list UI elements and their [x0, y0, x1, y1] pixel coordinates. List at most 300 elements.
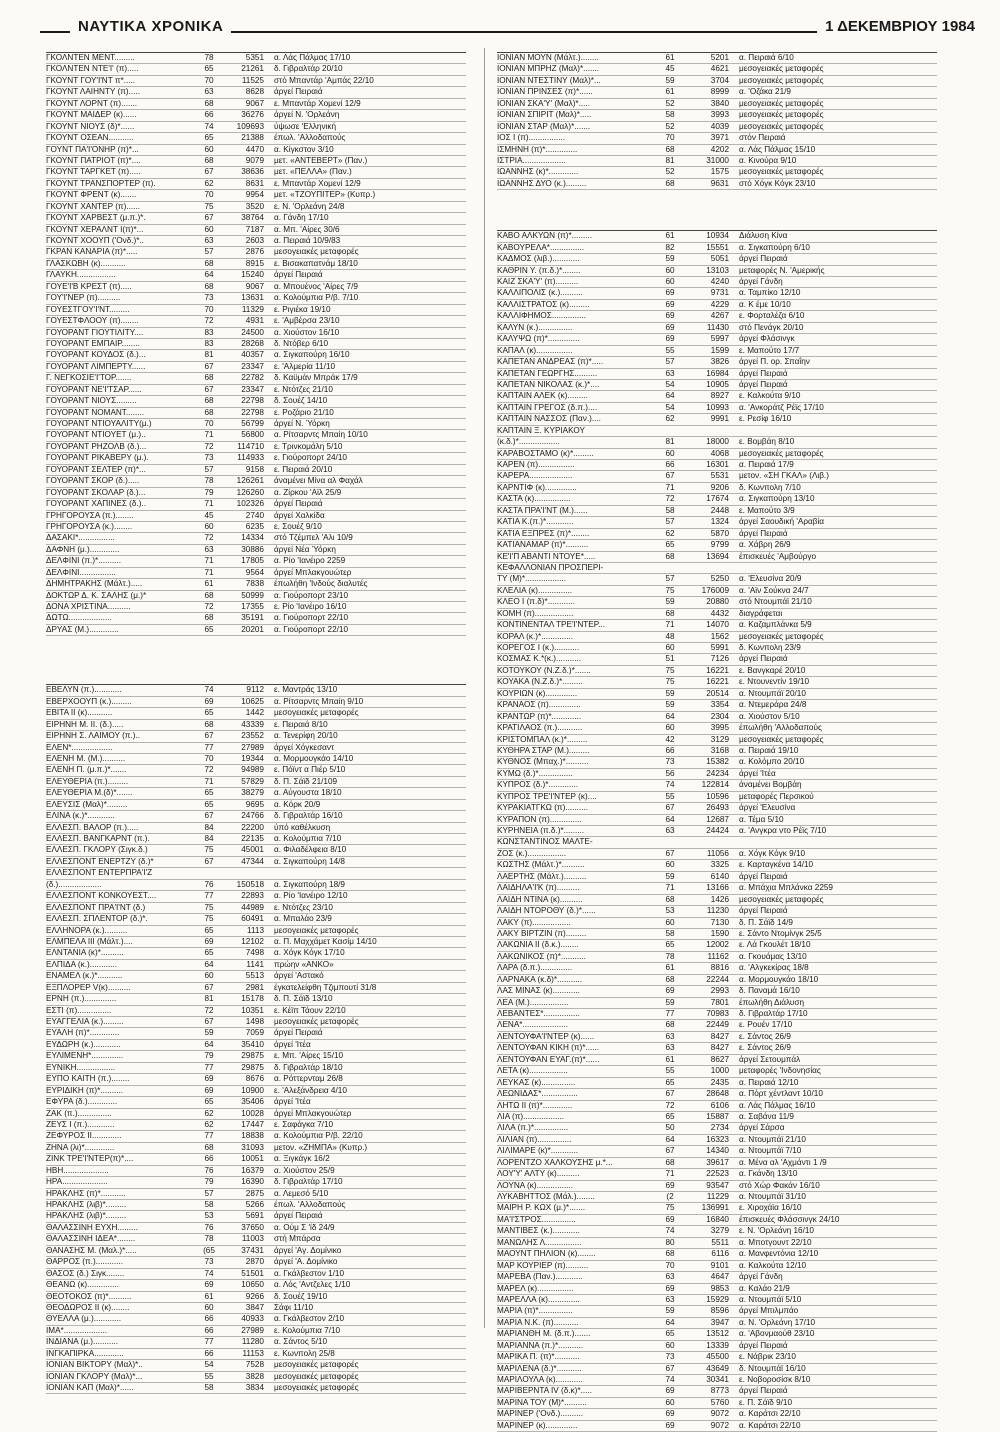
gross-tonnage: 30341: [706, 1375, 729, 1384]
ship-name: ΚΑΠΕΤΑΝ ΝΙΚΟΛΑΣ (κ.)*....: [497, 379, 600, 389]
ship-status: έπωλήθη Διάλυση: [739, 997, 804, 1007]
ship-row: [46, 591, 466, 602]
gross-tonnage: 4267: [710, 311, 729, 321]
ship-name: ΕΛΛΗΝΟΡΑ (κ.)..........: [46, 925, 128, 935]
ship-row: [46, 857, 466, 868]
ship-status: α. Πόρτ χέντλαντ 10/10: [739, 1089, 823, 1099]
gross-tonnage: 15240: [241, 270, 264, 280]
ship-row: [46, 476, 466, 487]
gross-tonnage: 24424: [706, 826, 729, 835]
ship-name: ΚΟΡΕΓΟΣ Ι (κ.)...........: [497, 643, 580, 652]
ship-row: [497, 1364, 937, 1375]
ship-row: [46, 362, 466, 373]
build-year: 66: [204, 110, 214, 120]
build-year: 68: [665, 178, 675, 188]
ship-name: ΕΡΝΗ (π.)..............: [46, 994, 117, 1004]
ship-name: ΜΑΡΙΑ (π)*...............: [497, 1306, 573, 1316]
gross-tonnage: 31000: [706, 155, 729, 165]
gross-tonnage: 10351: [241, 1005, 264, 1015]
ship-row: [46, 270, 466, 281]
ship-name: ΙΟΣ Ι (π)................: [497, 133, 566, 143]
ship-row: [46, 1257, 466, 1268]
build-year: 53: [204, 1211, 214, 1221]
gross-tonnage: 38636: [241, 167, 264, 177]
ship-row: [46, 419, 466, 430]
ship-name: (δ.)...................: [46, 879, 102, 889]
gross-tonnage: 9266: [245, 1291, 264, 1301]
build-year: 58: [665, 928, 675, 938]
ship-name: ΚΑΔΜΟΣ (λιβ.)............: [497, 254, 580, 264]
gross-tonnage: 6235: [245, 521, 264, 531]
ship-name: ΜΑΡΙΑΝΘΗ Μ. (δ.π.).......: [497, 1329, 591, 1339]
build-year: 69: [204, 1280, 214, 1290]
gross-tonnage: 38764: [241, 213, 264, 223]
ship-row: [497, 1055, 937, 1066]
build-year: 79: [204, 1177, 214, 1187]
ship-status: έπωλήθη 'Αλλοδαπούς: [739, 723, 822, 733]
ship-status: μεσογειακές μεταφορές: [274, 247, 359, 257]
ship-status: α. Σιγκαπούρη 16/10: [274, 350, 350, 360]
ship-row: [46, 685, 466, 696]
ship-name: ΚΑΒΟΥΡΕΛΑ*...............: [497, 242, 585, 252]
ship-status: άργεί Μπλακγουώτερ: [274, 567, 352, 577]
ship-row: [497, 110, 937, 121]
ship-row: [497, 986, 937, 997]
gross-tonnage: 9731: [710, 288, 729, 298]
ship-status: άργεί Γάνδη: [739, 277, 783, 286]
build-year: 58: [204, 1200, 214, 1209]
ship-row: [46, 408, 466, 419]
ship-row: [46, 1337, 466, 1348]
ship-name: ΘΕΟΔΩΡΟΣ ΙΙ (κ)........: [46, 1302, 130, 1312]
ship-row: [497, 311, 937, 322]
ship-name: ΓΚΟΥΝΤ ΧΟΟΥΠ ('Ονδ.)*..: [46, 236, 144, 245]
gross-tonnage: 3847: [245, 1302, 264, 1312]
ship-status: α. Ξιγκάγκ 16/2: [274, 1154, 330, 1164]
ship-name: ΛΙΛΙΜΑΡΕ (κ)*............: [497, 1146, 578, 1156]
ship-status: ε. Ν. 'Ορλεάνη 24/8: [274, 201, 345, 211]
gross-tonnage: 1590: [710, 928, 729, 938]
gross-tonnage: 23347: [241, 384, 264, 394]
build-year: 65: [665, 1077, 675, 1087]
gross-tonnage: 14340: [706, 1146, 729, 1156]
build-year: 76: [204, 1222, 214, 1232]
ship-row: [46, 385, 466, 396]
build-year: 67: [665, 803, 675, 813]
gross-tonnage: 3520: [245, 201, 264, 211]
ship-status: στό Χώρ Φακάν 16/10: [739, 1180, 820, 1190]
gross-tonnage: 126261: [236, 476, 264, 486]
ship-status: δ. Καϋμάν Μπράκ 17/9: [274, 373, 358, 383]
gross-tonnage: 1442: [245, 708, 264, 718]
ship-status: ε. Βανγκαρέ 20/10: [739, 665, 806, 675]
build-year: 74: [665, 780, 675, 790]
build-year: 57: [665, 357, 675, 367]
build-year: 67: [204, 731, 214, 741]
build-year: 70: [665, 1260, 675, 1270]
ship-row: [497, 1146, 937, 1157]
ship-status: άργεί Πειραιά: [274, 1211, 323, 1221]
build-year: 72: [665, 1100, 675, 1110]
ship-name: ΔΟΚΤΩΡ Δ. Κ. ΣΑΛΗΣ (μ.)*: [46, 590, 147, 600]
gross-tonnage: 8773: [710, 1386, 729, 1396]
ship-status: α. Πειραιά 12/10: [739, 1077, 799, 1087]
build-year: 69: [665, 1386, 675, 1396]
ship-name: ΘΑΝΑΣΗΣ Μ. (Μαλ.)*.....: [46, 1245, 137, 1255]
ship-status: ε. Βομβάη 8/10: [739, 437, 795, 447]
build-year: 65: [204, 64, 214, 74]
build-year: 69: [665, 1180, 675, 1190]
gross-tonnage: 16840: [706, 1214, 729, 1224]
build-year: 73: [204, 453, 214, 463]
ship-row: [46, 1360, 466, 1371]
ship-name: ΚΑΡΑΒΟΣΤΑΜΟ (κ)*.........: [497, 448, 594, 458]
ship-name: ΗΡΑΚΛΗΣ (λιβ)*.........: [46, 1211, 127, 1221]
ship-name: ΔΕΛΦΙΝΙ................: [46, 567, 116, 577]
ship-name: ΜΑΡΙΑΝΝΑ (π.)*...........: [497, 1340, 584, 1350]
ship-status: άργεί Μπλακγουώτερ: [274, 1108, 352, 1118]
ship-row: [46, 1051, 466, 1062]
ship-name: ΜΑΡΙΝΑ ΤΟΥ (Μ)*..........: [497, 1397, 587, 1407]
gross-tonnage: 3354: [710, 700, 729, 710]
build-year: 60: [665, 277, 675, 286]
build-year: 65: [204, 708, 214, 718]
build-year: 69: [665, 1214, 675, 1224]
ship-status: άργεί 'Ιτέα: [739, 768, 776, 778]
ship-status: άργεί Πειραιά: [274, 87, 323, 97]
ship-row: [46, 1246, 466, 1257]
ship-name: ΙΣΤΡΙΑ...................: [497, 155, 566, 165]
ship-row: [46, 511, 466, 522]
build-year: 64: [204, 270, 214, 280]
ship-row: [497, 1089, 937, 1100]
ship-status: α. Ρίτσαρντς Μπαίη 10/10: [274, 430, 368, 440]
ship-status: α. Ν. 'Ορλεάνη 17/10: [739, 1317, 816, 1327]
ship-name: ΛΑΕΡΤΗΣ (Μάλτ.)..........: [497, 871, 587, 881]
ship-name: ΚΑΒΟ ΑΛΚΥΩΝ (π)*.........: [497, 231, 593, 241]
gross-tonnage: 2870: [245, 1257, 264, 1267]
ship-status: α. 'Αλγκεκίρας 18/8: [739, 963, 809, 973]
ship-status: α. Ρίο 'Ιανέιρο 12/10: [274, 891, 348, 901]
build-year: 74: [665, 1226, 675, 1236]
page-header: [40, 18, 975, 40]
build-year: 68: [665, 1249, 675, 1259]
gross-tonnage: 45001: [241, 845, 264, 855]
ship-name: ΜΑΡΕΒΑ (Παν.)............: [497, 1272, 583, 1282]
ship-name: ΕΛΛΕΣΠ. ΣΠΛΕΝΤΟΡ (δ.)*.: [46, 914, 148, 924]
gross-tonnage: 28648: [706, 1089, 729, 1099]
ship-list-section: [497, 52, 937, 190]
gross-tonnage: 7126: [710, 654, 729, 664]
ship-row: [497, 99, 937, 110]
gross-tonnage: 1426: [710, 894, 729, 904]
ship-name: ΓΚΡΑΝ ΚΑΝΑΡΙΑ (π)*.....: [46, 247, 138, 257]
ship-name: ΛΕΒΑΝΤΕΣ*................: [497, 1009, 580, 1018]
ship-row: [497, 792, 937, 803]
ship-status: α. Τενερίφη 20/10: [274, 731, 338, 741]
ship-name: ΕΒΕΡΧΟΟΥΠ (κ.).........: [46, 696, 132, 706]
ship-name: ΖΕΥΣ Ι (π.)............: [46, 1119, 115, 1129]
ship-row: [46, 442, 466, 453]
ship-status: έπισκευές Φλάσσινγκ 24/10: [739, 1214, 840, 1224]
ship-row: [497, 506, 937, 517]
ship-name: ΚΑΡΕΝ (π)................: [497, 460, 575, 469]
ship-row: [497, 1066, 937, 1077]
build-year: 67: [204, 811, 214, 821]
ship-name: ΔΩΤΩ...................: [46, 613, 112, 623]
gross-tonnage: 60491: [241, 914, 264, 924]
ship-status: ε. Πόϊντ α Πιέρ 5/10: [274, 765, 346, 775]
build-year: 69: [204, 936, 214, 946]
build-year: 83: [204, 327, 214, 337]
ship-status: στό Μπαντάρ 'Αμπάς 22/10: [274, 75, 374, 85]
ship-row: [497, 288, 937, 299]
ship-row: [497, 1341, 937, 1352]
ship-status: α. Γκάλβεστον 2/10: [274, 1314, 345, 1324]
ship-name: ΓΚΟΛΝΤΕΝ ΝΤΕ'Ι' (π).....: [46, 64, 139, 74]
ship-row: [46, 754, 466, 765]
gross-tonnage: 8628: [245, 87, 264, 97]
gross-tonnage: 5266: [245, 1200, 264, 1209]
build-year: 82: [665, 242, 675, 252]
ship-row: [497, 380, 937, 391]
ship-status: α. Γιούροπορτ 22/10: [274, 624, 349, 634]
ship-status: μετον. «ΖΗΜΠΑ» (Κυπρ.): [274, 1142, 368, 1152]
build-year: 65: [204, 948, 214, 958]
ship-row: [46, 305, 466, 316]
gross-tonnage: 1498: [245, 1017, 264, 1026]
ship-status: α. Πειραιά 17/9: [739, 460, 794, 469]
ship-name: ΕΥΠΟ ΚΑΙΤΗ (π.)........: [46, 1074, 130, 1084]
gross-tonnage: 8816: [710, 963, 729, 973]
ship-row: [497, 494, 937, 505]
build-year: 68: [665, 608, 675, 618]
build-year: 65: [204, 799, 214, 809]
gross-tonnage: 1562: [710, 631, 729, 641]
ship-row: [497, 145, 937, 156]
gross-tonnage: 11525: [241, 75, 264, 85]
ship-name: ΚΑΠΕΤΑΝ ΑΝΔΡΕΑΣ (π)*.....: [497, 357, 604, 367]
ship-status: α. Χιούστον 16/10: [274, 327, 340, 337]
column-left: [46, 52, 466, 1394]
ship-status: α. Κολόμπο 20/10: [739, 757, 805, 767]
ship-status: α. Μπαλάο 23/9: [274, 914, 332, 924]
ship-status: α. Χόγκ Κόγκ 17/10: [274, 948, 345, 958]
ship-status: α. Ταμπίκο 12/10: [739, 288, 801, 298]
ship-row: [497, 1158, 937, 1169]
build-year: 64: [665, 711, 675, 721]
ship-row: [497, 700, 937, 711]
gross-tonnage: 3168: [710, 745, 729, 755]
build-year: 67: [665, 1089, 675, 1099]
build-year: 73: [665, 757, 675, 767]
ship-status: α. Αύγουστα 18/10: [274, 788, 342, 798]
ship-name: ΓΟΥΝΤ ΠΑ'Ι'ΟΝΗΡ (π)*...: [46, 144, 139, 154]
ship-status: μεσογειακές μεταφορές: [739, 734, 824, 744]
ship-row: [46, 1120, 466, 1131]
build-year: 60: [204, 521, 214, 531]
build-year: 72: [204, 316, 214, 326]
ship-row: [497, 632, 937, 643]
ship-status: ε. Σάντος 26/9: [739, 1043, 791, 1053]
ship-name: ΛΑΙΔΗ ΝΤΙΝΑ (κ)..........: [497, 894, 583, 904]
build-year: 64: [665, 814, 675, 824]
build-year: 68: [204, 373, 214, 383]
gross-tonnage: 23347: [241, 361, 264, 371]
ship-name: ΛΕΝΤΟΥΦΑ'Ι'ΝΤΕΡ (κ)......: [497, 1031, 595, 1041]
ship-name: ΛΑΚΥ (π).................: [497, 917, 571, 927]
gross-tonnage: 9799: [710, 540, 729, 550]
build-year: 63: [665, 826, 675, 835]
ship-name: ΕΛΛΕΣΠΟΝΤ ΚΟΝΚΟΥΕΣΤ....: [46, 891, 157, 901]
build-year: 65: [204, 788, 214, 798]
ship-name: ΓΚΟΥΝΤ ΦΡΕΝΤ (κ).......: [46, 190, 137, 200]
build-year: 71: [204, 776, 214, 786]
ship-name: ΔΟΝΑ ΧΡΙΣΤΙΝΑ..........: [46, 602, 131, 611]
ship-row: [497, 815, 937, 826]
build-year: 75: [204, 201, 214, 211]
build-year: 57: [204, 464, 214, 474]
build-year: 60: [665, 860, 675, 870]
ship-status: α. Γκάλβεστον 1/10: [274, 1268, 345, 1278]
ship-status: ε. Ν. 'Ορλεάνη 16/10: [739, 1226, 814, 1236]
ship-row: [46, 1211, 466, 1222]
build-year: 78: [665, 951, 675, 961]
ship-row: [46, 868, 466, 879]
ship-name: ΓΟΥΟΡΑΝΤ ΝΕ'Ι'ΤΣΑΡ......: [46, 384, 142, 394]
gross-tonnage: 7059: [245, 1028, 264, 1038]
ship-status: α. Ντουμπάϊ 31/10: [739, 1192, 806, 1201]
ship-row: [46, 602, 466, 613]
ship-row: [497, 1261, 937, 1272]
build-year: 81: [204, 994, 214, 1004]
gross-tonnage: 10900: [241, 1085, 264, 1095]
ship-row: [497, 529, 937, 540]
gross-tonnage: 122814: [701, 780, 729, 790]
ship-name: ΙΟΝΙΑΝ ΒΙΚΤΟΡΥ (Μαλ)*..: [46, 1360, 143, 1370]
ship-name: ΕΛΝΤΑΝΙΑ (κ)*..........: [46, 948, 124, 958]
gross-tonnage: 11430: [706, 322, 729, 332]
build-year: 66: [204, 1154, 214, 1164]
gross-tonnage: 16379: [241, 1165, 264, 1175]
ship-row: [46, 1017, 466, 1028]
build-year: 63: [665, 368, 675, 378]
ship-status: α. Μποτγουντ 22/10: [739, 1237, 812, 1247]
ship-row: [46, 64, 466, 75]
ship-status: α. Ρόττερνταμ 26/8: [274, 1074, 343, 1084]
build-year: 74: [665, 1375, 675, 1384]
ship-name: ΙΟΝΙΑΝ ΣΚΑ'Υ' (Μαλ)*.....: [497, 98, 590, 108]
build-year: 61: [665, 231, 675, 241]
ship-row: [46, 579, 466, 590]
ship-row: [497, 391, 937, 402]
ship-name: ΘΕΟΤΟΚΟΣ (π)*..........: [46, 1291, 132, 1301]
ship-name: ΕΛΠΙΔΑ (κ.)............: [46, 959, 117, 969]
ship-status: πρώην «ΑΝΚΟ»: [274, 959, 334, 969]
build-year: 59: [665, 871, 675, 881]
gross-tonnage: 13103: [706, 265, 729, 275]
ship-name: ΛΕΝΤΟΥΦΑΝ ΚΙΚΗ (π)*......: [497, 1043, 600, 1053]
ship-row: [46, 1006, 466, 1017]
ship-row: [497, 860, 937, 871]
ship-row: [46, 465, 466, 476]
gross-tonnage: 13512: [706, 1329, 729, 1339]
ship-name: ΚΑΙΖ ΣΚΑ'Υ' (π)..........: [497, 277, 579, 286]
ship-status: άργεί Πειραιά: [739, 871, 788, 881]
gross-tonnage: 7130: [710, 917, 729, 927]
gross-tonnage: 22782: [241, 373, 264, 383]
build-year: 72: [204, 765, 214, 775]
ship-row: [497, 167, 937, 178]
gross-tonnage: 18838: [241, 1131, 264, 1141]
build-year: 77: [204, 1337, 214, 1347]
ship-row: [497, 1284, 937, 1295]
build-year: 59: [665, 1306, 675, 1316]
ship-status: ε. Π. Σάϊδ 9/10: [739, 1397, 793, 1407]
ship-status: άργεί Πειραιά: [739, 654, 788, 664]
gross-tonnage: 22798: [241, 407, 264, 417]
ship-status: ε. Μπαντάρ Χομενί 12/9: [274, 178, 361, 188]
build-year: 75: [204, 914, 214, 924]
ship-name: ΓΟΥΟΡΑΝΤ ΧΑΠΙΝΕΣ (δ.)..: [46, 499, 146, 509]
ship-status: στόν Πειραιά: [739, 133, 786, 143]
ship-row: [46, 800, 466, 811]
ship-name: ΓΟΥΟΡΑΝΤ ΛΙΜΠΕΡΤΥ......: [46, 361, 146, 371]
gross-tonnage: 8627: [710, 1054, 729, 1064]
build-year: 77: [204, 891, 214, 901]
ship-row: [497, 426, 937, 437]
build-year: 52: [665, 167, 675, 177]
ship-row: [46, 53, 466, 64]
ship-row: [46, 259, 466, 270]
ship-name: ΕΛΛΕΣΠ. ΓΚΛΟΡΥ (Σιγκ.δ.): [46, 845, 148, 855]
ship-name: ΙΟΝΙΑΝ ΜΠΡΗΖ (Μαλ)*.......: [497, 64, 600, 74]
gross-tonnage: 10028: [241, 1108, 264, 1118]
build-year: 50: [665, 1123, 675, 1133]
ship-status: άργεί Πειραιά: [739, 368, 788, 378]
ship-row: [497, 122, 937, 133]
ship-status: μεσογειακές μεταφορές: [274, 925, 359, 935]
gross-tonnage: 9853: [710, 1283, 729, 1293]
build-year: 60: [204, 224, 214, 234]
ship-row: [46, 720, 466, 731]
ship-name: ΓΟΥ'Ι'ΝΕΡ (π)..........: [46, 293, 121, 303]
gross-tonnage: 11229: [706, 1192, 729, 1201]
ship-status: α. Γιούροπορτ 23/10: [274, 590, 349, 600]
ship-status: δ. Κωνπολη 7/10: [739, 482, 801, 492]
build-year: 54: [665, 402, 675, 412]
build-year: 75: [665, 677, 675, 687]
gross-tonnage: 4068: [710, 448, 729, 458]
ship-status: στό Ντουμπάϊ 21/10: [739, 597, 812, 607]
ship-name: ΔΑΣΑΚΙ*................: [46, 533, 115, 543]
ship-name: ΜΑ'Ι'ΣΤΡΟΣ...............: [497, 1214, 576, 1224]
gross-tonnage: 2993: [710, 986, 729, 996]
ship-row: [497, 1169, 937, 1180]
gross-tonnage: 21261: [241, 64, 264, 74]
ship-row: [497, 620, 937, 631]
ship-name: ΕΛΜΠΕΛΑ ΙΙΙ (Μάλτ.)....: [46, 936, 133, 946]
build-year: 81: [665, 155, 675, 165]
ship-status: μεσογειακές μεταφορές: [739, 448, 824, 458]
build-year: (65: [203, 1245, 215, 1255]
gross-tonnage: 37650: [241, 1222, 264, 1232]
gross-tonnage: 20514: [706, 688, 729, 698]
gross-tonnage: 27989: [241, 742, 264, 752]
build-year: 59: [665, 997, 675, 1007]
gross-tonnage: 93547: [706, 1180, 729, 1190]
build-year: 75: [665, 1203, 675, 1213]
